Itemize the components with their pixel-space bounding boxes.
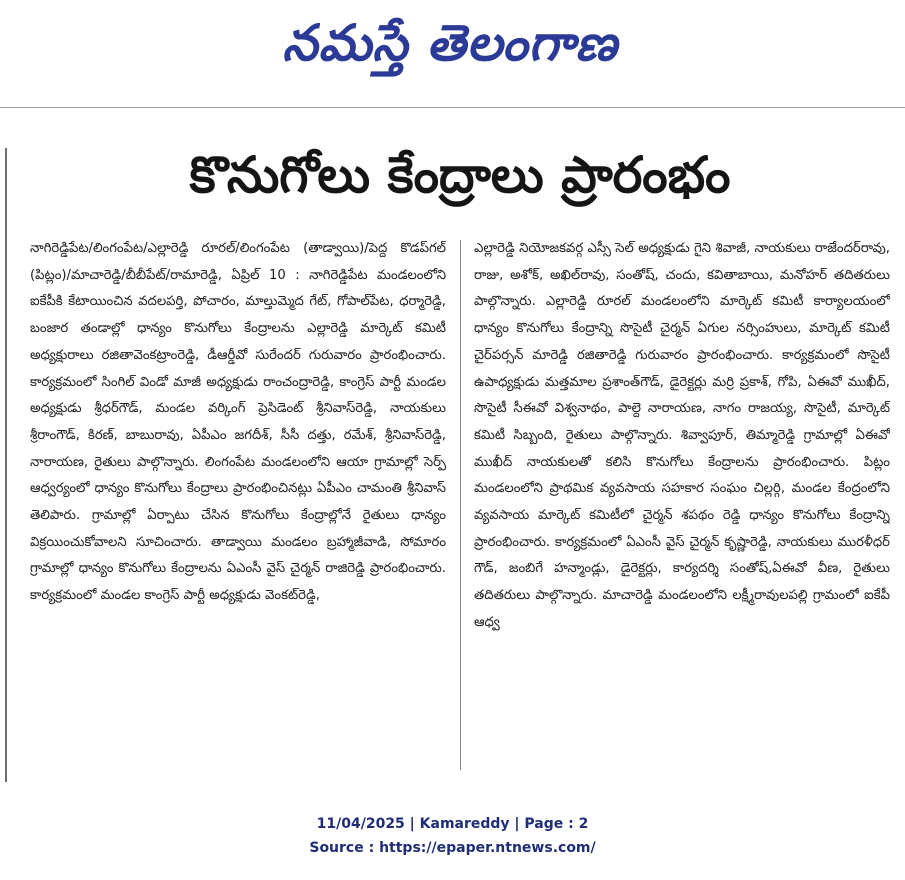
page-footer: [0, 812, 905, 860]
column-divider: [460, 240, 461, 770]
newspaper-logo: నమస్తే తెలంగాణ: [282, 14, 618, 72]
article-column-right-text: ఎల్లారెడ్డి నియోజకవర్గ ఎస్సీ సెల్ అధ్యక్షుడు గైని శివాజీ, నాయకులు రాజేందర్‌రావు, రాజు, అశోక్, అఖిల్‌రావు, సంతోష్, చందు, కవితాబాయి, మనోహర్ తదితరులు పాల్గొన్నారు. ఎల్లారెడ్డి రూరల్ మండలంలోని మార్కెట్ కమిటీ కార్యాలయంలో ధాన్యం కొనుగోలు కేంద్రాన్ని సొసైటీ చైర్మన్ ఏగుల నర్సింహులు, మార్కెట్ కమిటీ చైర్‌పర్సన్ మారెడ్డి రజితారెడ్డి గురువారం ప్రారంభించారు. కార్యక్రమంలో సొసైటీ ఉపాధ్యక్షుడు మత్తమాల ప్రశాంత్‌గౌడ్, డైరెక్టర్లు మర్రి ప్రకాశ్, గోపి, ఏఈవో ముఖీద్, సొసైటీ సీఈవో విశ్వనాథం, పాల్దె నారాయణ, నాగం రాజయ్య, సొసైటీ, మార్కెట్ కమిటీ సిబ్బంది, రైతులు పాల్గొన్నారు. శివ్వాపూర్, తిమ్మారెడ్డి గ్రామాల్లో ఏఈవో ముఖీద్ నాయకులతో కలిసి కొనుగోలు కేంద్రాలను ప్రారంభించారు. పిట్లం మండలంలోని ప్రాథమిక వ్యవసాయ సహకార సంఘం చిల్లర్గి, మండల కేంద్రంలోని వ్యవసాయ మార్కెట్ కమిటీలో చైర్మన్ శపథం రెడ్డి ధాన్యం కొనుగోలు కేంద్రాన్ని ప్రారంభించారు. కార్యక్రమంలో ఏఎంసీ వైస్ చైర్మన్ కృష్ణారెడ్డి, నాయకులు మురళీధర్ గౌడ్, జంబిగే హన్మాండ్లు, డైరెక్టర్లు, కార్యదర్శి సంతోష్,ఏఈవో వీణ, రైతులు తదితరులు పాల్గొన్నారు. మాచారెడ్డి మండలంలోని లక్ష్మీరావులపల్లి గ్రామంలో ఐకేపీ ఆధ్వ: [474, 241, 890, 630]
footer-source-link[interactable]: Source : https://epaper.ntnews.com/: [309, 840, 596, 856]
article-column-left-text: నాగిరెడ్డిపేట/లింగంపేట/ఎల్లారెడ్డి రూరల్/లింగంపేట (తాడ్వాయి)/పెద్ద కొడప్‌గల్ (పిట్లం)/మాచారెడ్డి/బీబీపేట్/రామారెడ్డి, ఏప్రిల్ 10 : నాగిరెడ్డిపేట మండలంలోని ఐకేపీకి కేటాయించిన వదలపర్తి, పోచారం, మాల్తుమ్మెద గేట్, గోపాల్‌పేట, ధర్మారెడ్డి, బంజార తండాల్లో ధాన్యం కొనుగోలు కేంద్రాలను ఎల్లారెడ్డి మార్కెట్ కమిటీ అధ్యక్షురాలు రజితావెంకట్రాంరెడ్డి, డీఆర్డీవో సురేందర్ గురువారం ప్రారంభించారు. కార్యక్రమంలో సింగిల్ విండో మాజీ అధ్యక్షుడు రాంచంద్రారెడ్డి, కాంగ్రెస్ పార్టీ మండల అధ్యక్షుడు శ్రీధర్‌గౌడ్, మండల వర్కింగ్ ప్రెసిడెంట్ శ్రీనివాస్‌రెడ్డి, నాయకులు శ్రీరాంగౌడ్, కిరణ్, బాబురావు, ఏపీఎం జగదీశ్, సీసీ దత్తు, రమేశ్, శ్రీనివాస్‌రెడ్డి, నారాయణ, రైతులు పాల్గొన్నారు. లింగంపేట మండలంలోని ఆయా గ్రామాల్లో సెర్ప్ ఆధ్వర్యంలో ధాన్యం కొనుగోలు కేంద్రాలు ప్రారంభించినట్లు ఏపీఎం చామంతి శ్రీనివాస్ తెలిపారు. గ్రామాల్లో ఏర్పాటు చేసిన కొనుగోలు కేంద్రాల్లోనే రైతులు ధాన్యం విక్రయించుకోవాలని సూచించారు. తాడ్వాయి మండలం బ్రహ్మాజీవాడి, సోమారం గ్రామాల్లో ధాన్యం కొనుగోలు కేంద్రాలను ఏఎంసీ వైస్ చైర్మన్ రాజిరెడ్డి ప్రారంభించారు. కార్యక్రమంలో మండల కాంగ్రెస్ పార్టీ అధ్యక్షుడు వెంకట్‌రెడ్డి,: [30, 241, 446, 604]
article-headline: కొనుగోలు కేంద్రాలు ప్రారంభం: [189, 146, 731, 204]
masthead: [0, 0, 905, 108]
article-column-left: [30, 236, 446, 776]
article-column-right: [474, 236, 890, 776]
masthead-divider: [0, 107, 905, 108]
footer-date-edition: 11/04/2025 | Kamareddy | Page : 2: [316, 816, 589, 832]
article-body: [0, 236, 905, 776]
